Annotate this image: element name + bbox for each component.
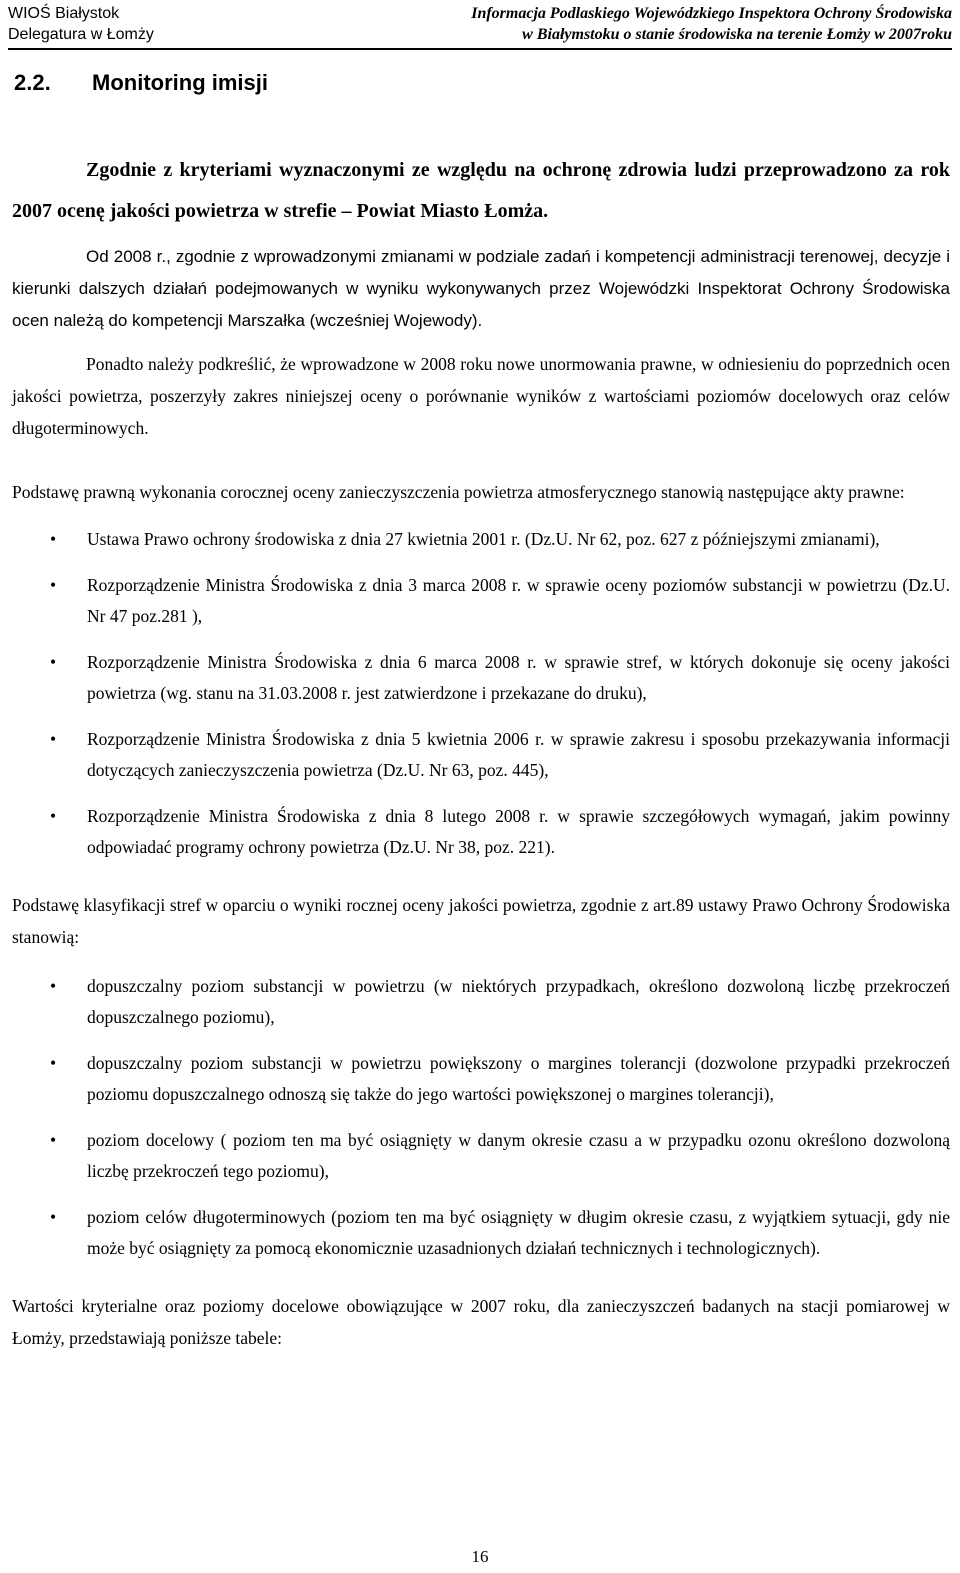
intro-paragraph: Zgodnie z kryteriami wyznaczonymi ze względu na ochronę zdrowia ludzi przeprowadzono za rok 2007 ocenę jakości powietrza w strefie – Powiat Miasto Łomża. (12, 159, 950, 222)
document-body (12, 150, 950, 1354)
list-item (12, 971, 950, 1033)
classification-basis-paragraph: Podstawę klasyfikacji stref w oparciu o wyniki rocznej oceny jakości powietrza, zgodnie z art.89 ustawy Prawo Ochrony Środowiska stanowią: (12, 895, 950, 947)
section-heading (14, 70, 268, 96)
list-item-text: dopuszczalny poziom substancji w powietrzu powiększony o margines tolerancji (dozwolone przypadki przekroczeń poziomu dopuszczalnego odnoszą się także do jego wartości powiększonej o margines tolerancji), (87, 1053, 950, 1104)
list-item-text: Ustawa Prawo ochrony środowiska z dnia 27 kwietnia 2001 r. (Dz.U. Nr 62, poz. 627 z późniejszymi zmianami), (87, 529, 880, 549)
additional-scope-paragraph: Ponadto należy podkreślić, że wprowadzone w 2008 roku nowe unormowania prawne, w odniesieniu do poprzednich ocen jakości powietrza, poszerzyły zakres niniejszej oceny o porównanie wyników z wartościami poziomów docelowych oraz celów długoterminowych. (12, 354, 950, 438)
page-header (8, 3, 952, 47)
header-title-line1: Informacja Podlaskiego Wojewódzkiego Inspektora Ochrony Środowiska (471, 5, 952, 22)
legal-basis-paragraph: Podstawę prawną wykonania corocznej oceny zanieczyszczenia powietrza atmosferycznego stanowią następujące akty prawne: (12, 482, 905, 502)
list-item-text: Rozporządzenie Ministra Środowiska z dnia 8 lutego 2008 r. w sprawie szczegółowych wymagań, jakim powinny odpowiadać programy ochrony powietrza (Dz.U. Nr 38, poz. 221). (87, 806, 950, 857)
legal-acts-list (12, 524, 950, 863)
competence-paragraph: Od 2008 r., zgodnie z wprowadzonymi zmianami w podziale zadań i kompetencji administracji terenowej, decyzje i kierunki dalszych działań podejmowanych w wyniku wykonywanych przez Wojewódzki Inspektorat Ochrony Środowiska ocen należą do kompetencji Marszałka (wcześniej Wojewody). (12, 247, 950, 330)
header-org-line1: WIOŚ Białystok (8, 5, 120, 22)
section-number: 2.2. (14, 70, 51, 95)
list-item (12, 570, 950, 632)
list-item-text: Rozporządzenie Ministra Środowiska z dnia 5 kwietnia 2006 r. w sprawie zakresu i sposobu przekazywania informacji dotyczących zanieczyszczenia powietrza (Dz.U. Nr 63, poz. 445), (87, 729, 950, 780)
bullet-icon: • (50, 1130, 57, 1150)
bullet-icon: • (50, 976, 57, 996)
list-item (12, 647, 950, 709)
header-report-title (352, 3, 952, 45)
list-item-text: poziom docelowy ( poziom ten ma być osiągnięty w danym okresie czasu a w przypadku ozonu określono dozwoloną liczbę przekroczeń tego poziomu), (87, 1130, 950, 1181)
header-divider (8, 48, 952, 50)
list-item (12, 1048, 950, 1110)
list-item (12, 1125, 950, 1187)
classification-criteria-list (12, 971, 950, 1264)
list-item-text: Rozporządzenie Ministra Środowiska z dnia 3 marca 2008 r. w sprawie oceny poziomów substancji w powietrzu (Dz.U. Nr 47 poz.281 ), (87, 575, 950, 626)
list-item (12, 724, 950, 786)
header-title-line2: w Białymstoku o stanie środowiska na terenie Łomży w 2007roku (522, 26, 952, 43)
bullet-icon: • (50, 529, 57, 549)
header-org-line2: Delegatura w Łomży (8, 26, 154, 43)
list-item-text: dopuszczalny poziom substancji w powietrzu (w niektórych przypadkach, określono dozwoloną liczbę przekroczeń dopuszczalnego poziomu), (87, 976, 950, 1027)
list-item (12, 524, 950, 555)
page-number: 16 (471, 1547, 489, 1566)
header-organization (8, 3, 154, 45)
bullet-icon: • (50, 1053, 57, 1073)
bullet-icon: • (50, 806, 57, 826)
list-item (12, 801, 950, 863)
bullet-icon: • (50, 729, 57, 749)
bullet-icon: • (50, 575, 57, 595)
list-item (12, 1202, 950, 1264)
section-title: Monitoring imisji (92, 70, 268, 95)
bullet-icon: • (50, 652, 57, 672)
criteria-values-paragraph: Wartości kryterialne oraz poziomy docelowe obowiązujące w 2007 roku, dla zanieczyszczeń badanych na stacji pomiarowej w Łomży, przedstawiają poniższe tabele: (12, 1296, 950, 1348)
list-item-text: Rozporządzenie Ministra Środowiska z dnia 6 marca 2008 r. w sprawie stref, w których dokonuje się oceny jakości powietrza (wg. stanu na 31.03.2008 r. jest zatwierdzone i przekazane do druku), (87, 652, 950, 703)
list-item-text: poziom celów długoterminowych (poziom ten ma być osiągnięty w długim okresie czasu, z wyjątkiem sytuacji, gdy nie może być osiągnięty za pomocą ekonomicznie uzasadnionych działań technicznych i technologicznych). (87, 1207, 950, 1258)
bullet-icon: • (50, 1207, 57, 1227)
